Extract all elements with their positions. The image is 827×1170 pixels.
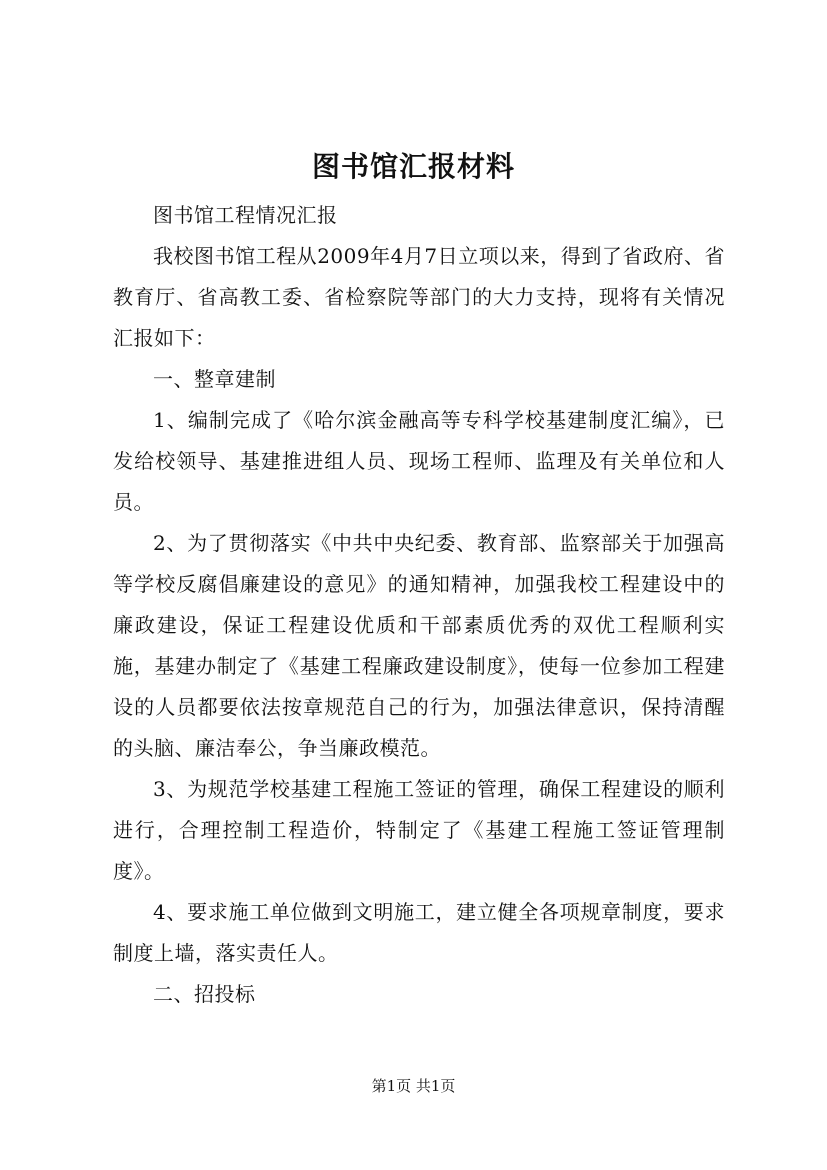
intro-paragraph: 我校图书馆工程从2009年4月7日立项以来，得到了省政府、省教育厅、省高教工委、省检察院等部门的大力支持，现将有关情况汇报如下： [113, 244, 725, 350]
item-paragraph-1: 1、编制完成了《哈尔滨金融高等专科学校基建制度汇编》，已发给校领导、基建推进组人员、现场工程师、监理及有关单位和人员。 [113, 408, 725, 514]
item-paragraph-3: 3、为规范学校基建工程施工签证的管理，确保工程建设的顺利进行，合理控制工程造价，特制定了《基建工程施工签证管理制度》。 [113, 777, 725, 883]
document-body [113, 195, 725, 1015]
subtitle-paragraph: 图书馆工程情况汇报 [153, 203, 338, 227]
section-heading-1: 一、整章建制 [153, 367, 276, 391]
item-paragraph-4: 4、要求施工单位做到文明施工，建立健全各项规章制度，要求制度上墙，落实责任人。 [113, 900, 725, 965]
document-title: 图书馆汇报材料 [311, 150, 515, 183]
section-heading-2: 二、招投标 [153, 982, 256, 1006]
item-paragraph-2: 2、为了贯彻落实《中共中央纪委、教育部、监察部关于加强高等学校反腐倡廉建设的意见》的通知精神，加强我校工程建设中的廉政建设，保证工程建设优质和干部素质优秀的双优工程顺利实施，基建办制定了《基建工程廉政建设制度》，使每一位参加工程建设的人员都要依法按章规范自己的行为，加强法律意识，保持清醒的头脑、廉洁奉公，争当廉政模范。 [113, 531, 725, 760]
page-number-footer: 第1页 共1页 [371, 1077, 456, 1095]
